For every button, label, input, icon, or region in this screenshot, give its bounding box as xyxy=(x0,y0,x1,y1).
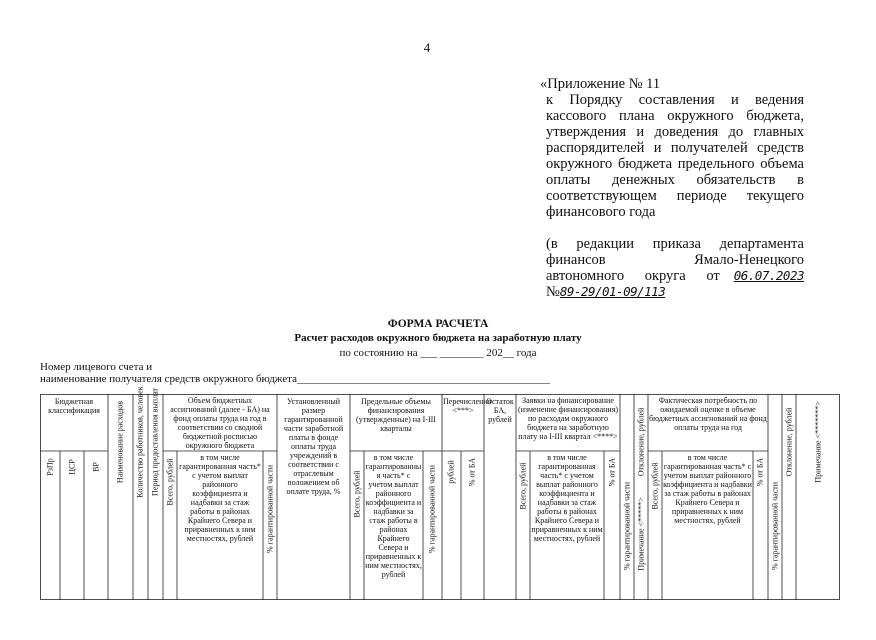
header-expense-name: Наименование расходов xyxy=(115,400,125,484)
header-pct-guaranteed: % гарантированной части xyxy=(622,481,632,571)
edition-line: финансов Ямало-Ненецкого xyxy=(546,252,804,268)
edition-number: 89-29/01-09/113 xyxy=(559,284,666,299)
header-requests: Заявки на финансирование (изменение финансирования) по расходам окружного бюджета на заработную плату на I-III квартал <****> xyxy=(517,396,619,441)
appendix-line: соответствующем периоде текущего xyxy=(546,188,804,204)
appendix-line: распорядителей и получателей средств xyxy=(546,140,804,156)
header-pct-of-ba: % от БА xyxy=(607,457,617,487)
edition-number-line xyxy=(546,284,804,300)
appendix-block xyxy=(540,76,804,220)
header-balance: Остаток БА, рублей xyxy=(486,397,514,424)
header-vr: ВР xyxy=(91,462,101,472)
header-pct-guaranteed: % гарантированной части xyxy=(427,464,437,554)
header-deviation: Отклонение, рублей xyxy=(784,407,794,477)
header-incl-guaranteed: в том числе гарантированная часть* с учетом выплат районного коэффициента и надбавки за стаж работы в районах Крайнего Севера и приравненных к ним местностях, рублей xyxy=(531,453,603,543)
header-employees: Количество работников, человек xyxy=(135,386,145,498)
form-subtitle: Расчет расходов окружного бюджета на заработную плату xyxy=(294,332,582,344)
header-volume: Объем бюджетных ассигнований (далее - БА) на фонд оплаты труда на год в соответствии со сводной бюджетной росписью окружного бюджета xyxy=(170,396,270,450)
edition-line-date xyxy=(546,268,804,284)
edition-block xyxy=(546,236,804,300)
edition-number-prefix: № xyxy=(546,284,560,300)
header-pct-guaranteed: % гарантированной части xyxy=(770,481,780,571)
form-title: ФОРМА РАСЧЕТА xyxy=(387,318,489,330)
edition-line: автономного округа от xyxy=(546,268,720,284)
header-csr: ЦСР xyxy=(67,459,77,475)
appendix-line: «Приложение № 11 xyxy=(540,76,661,92)
calculation-table xyxy=(40,386,840,600)
header-pct-of-ba: % от БА xyxy=(755,457,765,487)
header-transfer: Перечисления <***> xyxy=(443,397,492,415)
header-pct-guaranteed: % гарантированной части xyxy=(265,464,275,554)
appendix-line: к Порядку составления и ведения xyxy=(546,92,804,108)
header-total-rub: Всего, рублей xyxy=(352,470,362,518)
edition-date: 06.07.2023 xyxy=(733,268,804,283)
header-total-rub: Всего, рублей xyxy=(165,458,175,506)
header-actual: Фактическая потребность по ожидаемой оценке в объеме бюджетных ассигнований на фонд оплаты труда на год xyxy=(649,396,767,432)
header-rzpr: РзПр xyxy=(45,458,55,476)
header-established-size: Установленный размер гарантированной части заработной платы в фонде оплаты труда учреждений в соответствии с отраслевым положением об оплате труда, % xyxy=(283,397,344,496)
header-budget-classification: Бюджетная классификация xyxy=(48,397,100,415)
header-deviation: Отклонение, рублей xyxy=(636,407,646,477)
header-incl-guaranteed: в том числе гарантированная часть* с учетом выплат районного коэффициента и надбавки за стаж работы в районах Крайнего Севера и приравненных к ним местностях, рублей xyxy=(663,453,752,525)
appendix-line: окружного бюджета предельного объема xyxy=(546,156,804,172)
form-date-line: по состоянию на ___ ________ 202__ года xyxy=(339,347,537,359)
header-limit: Предельные объемы финансирования (утвержденные) на I-III кварталы xyxy=(356,397,436,433)
appendix-line: утверждения и доведения до главных xyxy=(546,124,804,140)
header-note-7: Примечание <*******> xyxy=(813,401,823,483)
header-total-rub: Всего, рублей xyxy=(650,462,660,510)
header-pct-of-ba: % от БА xyxy=(467,457,477,487)
header-payment-period: Период предоставления выплат xyxy=(150,388,160,496)
header-total-rub: Всего, рублей xyxy=(518,462,528,510)
appendix-line: кассового плана окружного бюджета, xyxy=(546,108,804,124)
account-line-1: Номер лицевого счета и xyxy=(40,361,153,373)
header-rub: рублей xyxy=(446,460,456,484)
header-note-5: Примечание <*****> xyxy=(636,497,646,571)
appendix-line: финансового года xyxy=(546,204,656,220)
edition-line: (в редакции приказа департамента xyxy=(546,236,804,252)
header-incl-guaranteed: в том числе гарантированная часть* с учетом выплат районного коэффициента и надбавки за стаж работы в районах Крайнего Севера и приравненных к ним местностях, рублей xyxy=(179,453,261,543)
page-number: 4 xyxy=(423,40,431,55)
appendix-line: оплаты денежных обязательств в xyxy=(546,172,804,188)
account-line-2: наименование получателя средств окружного бюджета______________________________________________ xyxy=(40,373,550,385)
header-incl-guaranteed: в том числе гарантированны я часть* с учетом выплат районного коэффициента и надбавки за стаж работы в районах Крайнего Севера и приравненных к ним местностях, рублей xyxy=(365,453,422,579)
